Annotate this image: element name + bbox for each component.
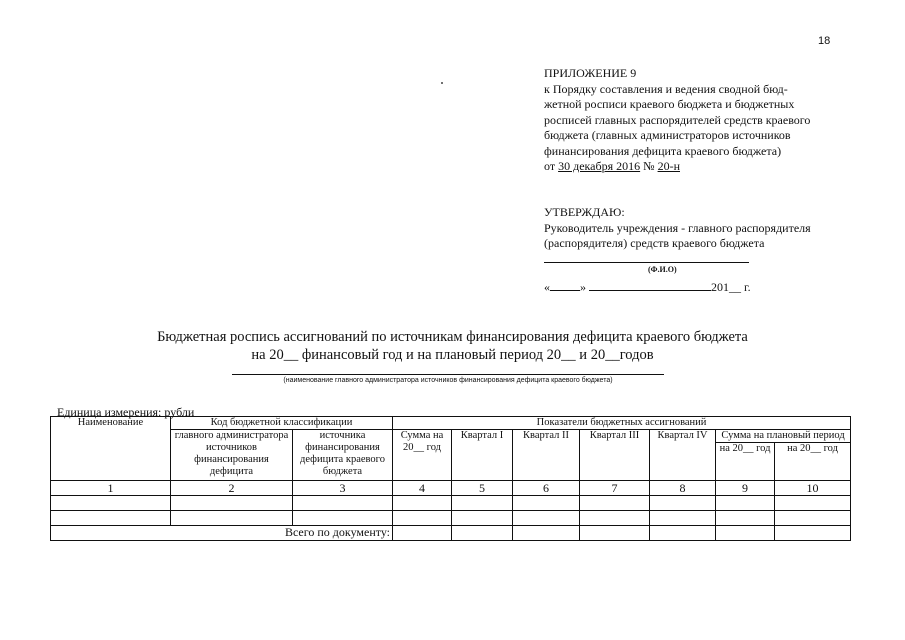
table-cell bbox=[580, 526, 650, 541]
col-header-q4: Квартал IV bbox=[650, 430, 716, 481]
table-cell bbox=[775, 496, 851, 511]
day-blank bbox=[550, 279, 580, 291]
column-number: 4 bbox=[393, 481, 452, 496]
table-cell bbox=[650, 526, 716, 541]
approval-line: Руководитель учреждения - главного распорядителя bbox=[544, 220, 811, 235]
table-cell bbox=[650, 496, 716, 511]
col-header-q2: Квартал II bbox=[513, 430, 580, 481]
col-group-code: Код бюджетной классификации bbox=[171, 417, 393, 430]
col-header-plan-1: на 20__ год bbox=[716, 443, 775, 481]
table-row bbox=[51, 496, 851, 511]
header-row-1 bbox=[51, 417, 851, 430]
scan-speck bbox=[441, 82, 443, 84]
table-row bbox=[51, 511, 851, 526]
col-header-admin: главного администратора источников финансирования дефицита bbox=[171, 430, 293, 481]
col-header-sum: Сумма на 20__ год bbox=[393, 430, 452, 481]
table-cell bbox=[51, 511, 171, 526]
appendix-title: ПРИЛОЖЕНИЕ 9 bbox=[544, 66, 637, 80]
appendix-line: к Порядку составления и ведения сводной бюд- bbox=[544, 81, 788, 96]
appendix-number: 20-н bbox=[657, 159, 680, 173]
column-number: 9 bbox=[716, 481, 775, 496]
column-number: 6 bbox=[513, 481, 580, 496]
table-cell bbox=[513, 511, 580, 526]
column-number: 1 bbox=[51, 481, 171, 496]
table-cell bbox=[716, 496, 775, 511]
appendix-line: бюджета (главных администраторов источников bbox=[544, 128, 791, 142]
table-cell bbox=[775, 526, 851, 541]
approval-year: 201__ г. bbox=[711, 280, 751, 294]
col-header-source: источника финансирования дефицита краевого бюджета bbox=[293, 430, 393, 481]
table-cell bbox=[293, 496, 393, 511]
unit-label: Единица измерения: рубли bbox=[57, 405, 195, 419]
approval-block bbox=[544, 205, 864, 252]
table-cell bbox=[716, 526, 775, 541]
column-number-row bbox=[51, 481, 851, 496]
month-blank bbox=[589, 279, 711, 291]
appendix-date-line: от 30 декабря 2016 № 20-н bbox=[544, 159, 680, 173]
table-cell bbox=[393, 511, 452, 526]
table-cell bbox=[452, 526, 513, 541]
col-group-indicators: Показатели бюджетных ассигнований bbox=[393, 417, 851, 430]
appendix-block bbox=[544, 66, 864, 175]
table-cell bbox=[452, 511, 513, 526]
table-cell bbox=[775, 511, 851, 526]
page-number: 18 bbox=[818, 35, 831, 47]
appendix-date: 30 декабря 2016 bbox=[558, 159, 641, 173]
approval-title: УТВЕРЖДАЮ: bbox=[544, 205, 625, 219]
column-number: 3 bbox=[293, 481, 393, 496]
table-cell bbox=[171, 511, 293, 526]
signature-line bbox=[544, 262, 749, 263]
table-cell bbox=[580, 496, 650, 511]
table-cell bbox=[293, 511, 393, 526]
budget-table bbox=[50, 416, 851, 541]
org-name-line bbox=[232, 374, 664, 375]
col-header-q3: Квартал III bbox=[580, 430, 650, 481]
table-cell bbox=[452, 496, 513, 511]
fio-caption: (Ф.И.О) bbox=[648, 265, 677, 274]
header-row-2 bbox=[51, 430, 851, 443]
col-header-q1: Квартал I bbox=[452, 430, 513, 481]
table-cell bbox=[51, 496, 171, 511]
col-group-plan: Сумма на плановый период bbox=[716, 430, 851, 443]
table-cell bbox=[580, 511, 650, 526]
total-row bbox=[51, 526, 851, 541]
column-number: 8 bbox=[650, 481, 716, 496]
column-number: 7 bbox=[580, 481, 650, 496]
column-number: 2 bbox=[171, 481, 293, 496]
column-number: 10 bbox=[775, 481, 851, 496]
table-cell bbox=[650, 511, 716, 526]
table-cell bbox=[513, 526, 580, 541]
appendix-line: жетной росписи краевого бюджета и бюджетных bbox=[544, 97, 795, 111]
appendix-line: финансирования дефицита краевого бюджета) bbox=[544, 143, 782, 158]
document-title: Бюджетная роспись ассигнований по источникам финансирования дефицита краевого бюджета на 20__ финансовый год и на плановый период 20__ и 20__годов bbox=[157, 329, 748, 363]
table-cell bbox=[393, 526, 452, 541]
approval-line: (распорядителя) средств краевого бюджета bbox=[544, 236, 765, 250]
table-cell bbox=[171, 496, 293, 511]
appendix-line: росписей главных распорядителей средств краевого bbox=[544, 112, 811, 127]
table-cell bbox=[393, 496, 452, 511]
approval-date-line: « » 201__ г. bbox=[544, 280, 751, 294]
org-name-caption: (наименование главного администратора источников финансирования дефицита краевого бюджета) bbox=[283, 377, 613, 384]
col-header-name: Наименование bbox=[51, 417, 171, 481]
table-cell bbox=[716, 511, 775, 526]
total-label: Всего по документу: bbox=[51, 526, 393, 541]
column-number: 5 bbox=[452, 481, 513, 496]
table-cell bbox=[513, 496, 580, 511]
col-header-plan-2: на 20__ год bbox=[775, 443, 851, 481]
